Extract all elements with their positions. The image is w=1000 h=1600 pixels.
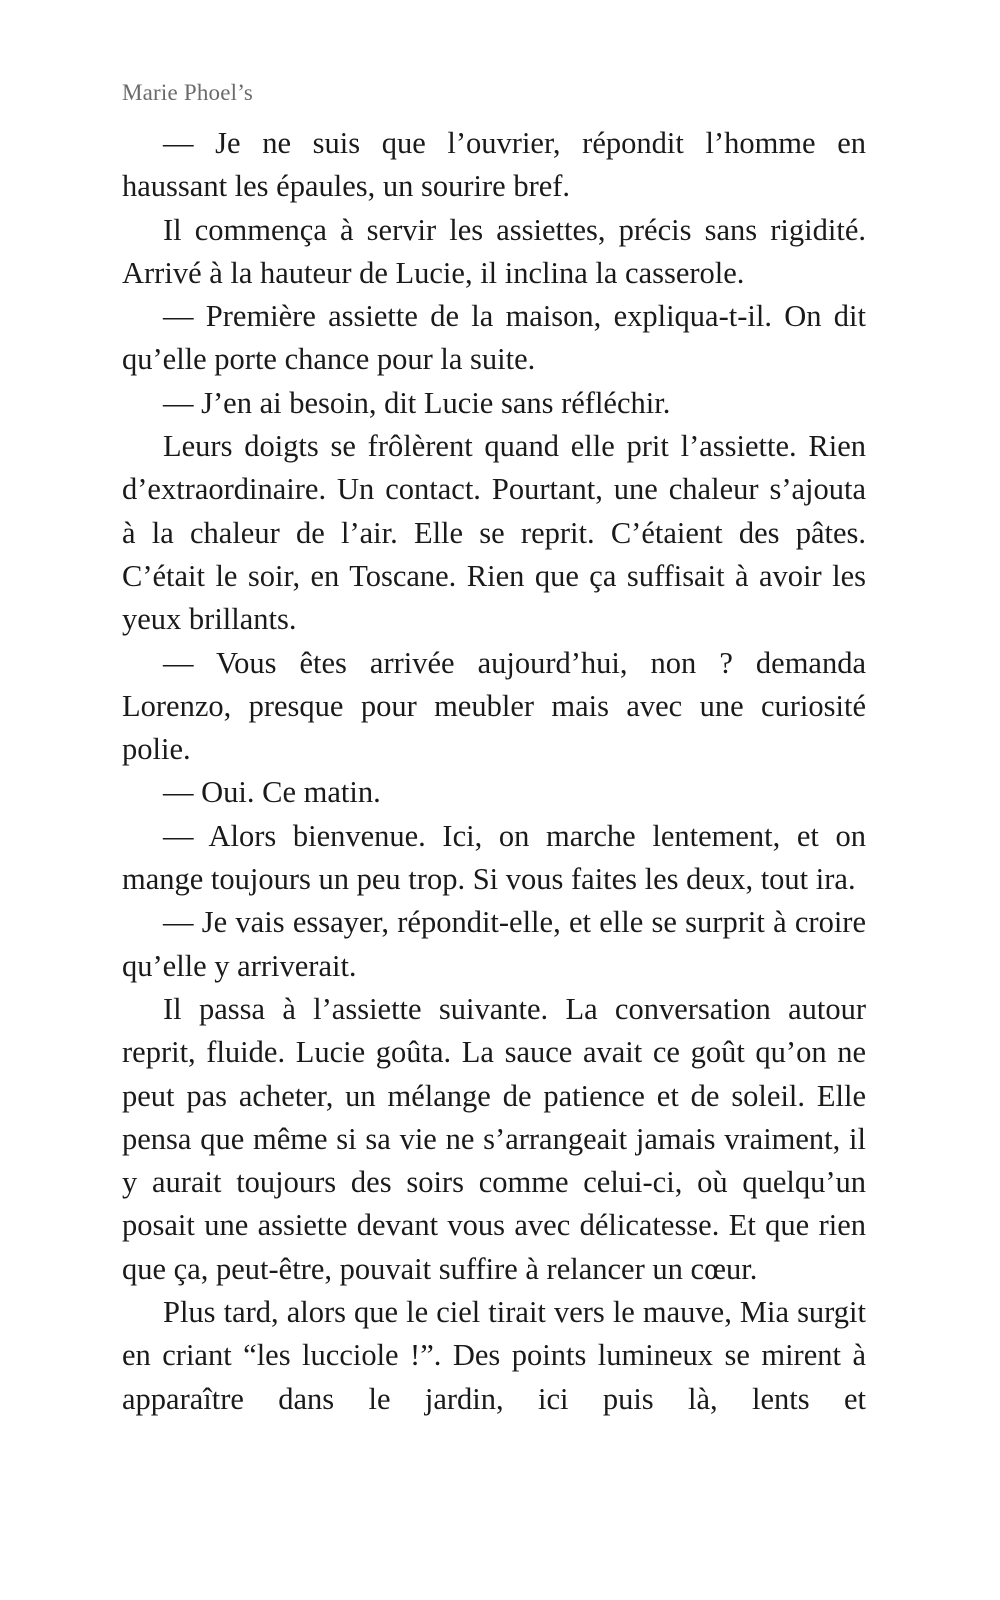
paragraph: — Alors bienvenue. Ici, on marche lentement, et on mange toujours un peu trop. Si vous faites les deux, tout ira.	[122, 818, 866, 897]
paragraph: — Vous êtes arrivée aujourd’hui, non ? demanda Lorenzo, presque pour meubler mais avec une curiosité polie.	[122, 645, 866, 767]
running-header: Marie Phoel’s	[122, 80, 253, 105]
page-body	[122, 122, 866, 1421]
paragraph: Leurs doigts se frôlèrent quand elle prit l’assiette. Rien d’extraordinaire. Un contact. Pourtant, une chaleur s’ajouta à la chaleur de l’air. Elle se reprit. C’étaient des pâtes. C’était le soir, en Toscane. Rien que ça suffisait à avoir les yeux brillants.	[122, 429, 866, 637]
paragraph: — Je ne suis que l’ouvrier, répondit l’homme en haussant les épaules, un sourire bref.	[122, 126, 866, 204]
paragraph: Il commença à servir les assiettes, précis sans rigidité. Arrivé à la hauteur de Lucie, il inclina la casserole.	[122, 212, 866, 290]
paragraph: Il passa à l’assiette suivante. La conversation autour reprit, fluide. Lucie goûta. La sauce avait ce goût qu’on ne peut pas acheter, un mélange de patience et de soleil. Elle pensa que même si sa vie ne s’arrangeait jamais vraiment, il y aurait toujours des soirs comme celui-ci, où quelqu’un posait une assiette devant vous avec délicatesse. Et que rien que ça, peut-être, pouvait suffire à relancer un cœur.	[122, 991, 866, 1286]
paragraph: — J’en ai besoin, dit Lucie sans réfléchir.	[163, 385, 671, 420]
paragraph: — Oui. Ce matin.	[163, 775, 381, 810]
paragraph: Plus tard, alors que le ciel tirait vers le mauve, Mia surgit en criant “les lucciole !”. Des points lumineux se mirent à apparaître dans le jardin, ici puis là, lents et	[122, 1295, 866, 1416]
paragraph: — Première assiette de la maison, expliqua-t-il. On dit qu’elle porte chance pour la suite.	[122, 299, 866, 377]
paragraph: — Je vais essayer, répondit-elle, et elle se surprit à croire qu’elle y arriverait.	[122, 905, 866, 983]
